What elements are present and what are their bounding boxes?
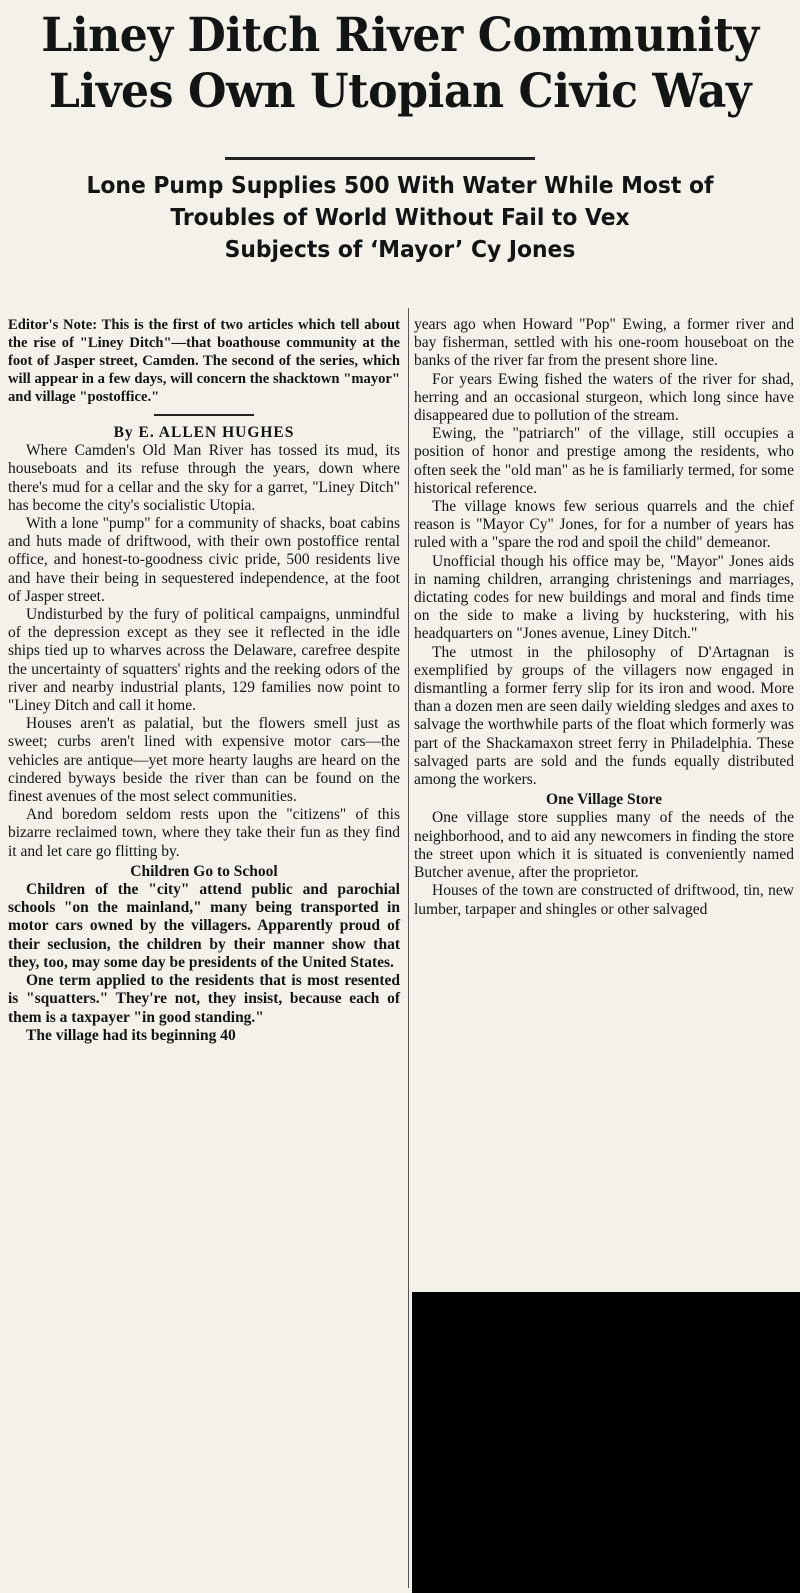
headline-line-1: Liney Ditch River Community (41, 8, 759, 63)
headline (30, 8, 771, 120)
deck-headline (28, 170, 773, 266)
deck-line-2: Troubles of World Without Fail to Vex (170, 205, 630, 231)
paragraph: Unofficial though his office may be, "Mayor" Jones aids in naming children, arranging christenings and marriages, dictating codes for new buildings and moral and finds time on the side to make a living by huckstering, with his headquarters on "Jones avenue, Liney Ditch." (414, 552, 794, 643)
paragraph: And boredom seldom rests upon the "citizens" of this bizarre reclaimed town, where they take their fun as they find it and let care go flitting by. (8, 806, 400, 860)
paragraph: Houses aren't as palatial, but the flowers smell just as sweet; curbs aren't lined with expensive motor cars—the vehicles are antique—yet more hearty laughs are heard on the cindered byways beside the river than can be found on the finest avenues of the most select communities. (8, 715, 400, 806)
right-column (414, 316, 794, 919)
note-rule (154, 414, 254, 416)
paragraph: Undisturbed by the fury of political campaigns, unmindful of the depression except as they see it reflected in the idle ships tied up to wharves across the Delaware, carefree despite the uncertainty of squatters' rights and the reeking odors of the river and nearby industrial plants, 129 families now point to "Liney Ditch and call it home. (8, 606, 400, 715)
paragraph: Where Camden's Old Man River has tossed its mud, its houseboats and its refuse through the years, down where there's mud for a cellar and the sky for a garret, "Liney Ditch" has become the city's socialistic Utopia. (8, 442, 400, 514)
paragraph: For years Ewing fished the waters of the river for shad, herring and an occasional sturgeon, which long since have disappeared due to pollution of the stream. (414, 370, 794, 425)
redacted-block (412, 1292, 800, 1593)
column-divider (408, 308, 409, 1588)
paragraph: years ago when Howard "Pop" Ewing, a former river and bay fisherman, settled with his one-room houseboat on the banks of the river far from the present shore line. (414, 316, 794, 370)
school-section (8, 881, 400, 1045)
byline: By E. ALLEN HUGHES (113, 424, 295, 441)
paragraph: Ewing, the "patriarch" of the village, still occupies a position of honor and prestige among the residents, who often seek the "old man" as he is familiarly termed, for some historical reference. (414, 425, 794, 497)
subhead-store: One Village Store (546, 791, 662, 809)
left-column (8, 316, 400, 1045)
paragraph: The village knows few serious quarrels and the chief reason is "Mayor Cy" Jones, for for a number of years has ruled with a "spare the rod and spoil the child" demeanor. (414, 498, 794, 552)
editors-note: Editor's Note: This is the first of two articles which tell about the rise of "Liney Ditch"—that boathouse community at the foot of Jasper street, Camden. The second of the series, which will appear in a few days, will concern the shacktown "mayor" and village "postoffice." (8, 317, 400, 405)
paragraph: The village had its beginning 40 (26, 1026, 236, 1044)
paragraph: With a lone "pump" for a community of shacks, boat cabins and huts made of driftwood, with their own postoffice rental office, and honest-to-goodness civic pride, 500 residents live and have their being in sequestered independence, at the foot of Jasper street. (8, 515, 400, 605)
subhead-school: Children Go to School (130, 862, 278, 880)
paragraph: The utmost in the philosophy of D'Artagnan is exemplified by groups of the villagers now engaged in dismantling a former ferry slip for its iron and wood. More than a dozen men are seen daily wielding sledges and axes to salvage the worthwhile parts of the float which formerly was part of the Shackamaxon street ferry in Philadelphia. These salvaged parts are sold and the funds equally distributed among the workers. (414, 643, 794, 789)
headline-rule (225, 157, 535, 160)
paragraph: Houses of the town are constructed of driftwood, tin, new lumber, tarpaper and shingles or other salvaged (414, 882, 794, 918)
paragraph: One village store supplies many of the needs of the neighborhood, and to aid any newcomers in finding the store the street upon which it is situated is conveniently named Butcher avenue, after the proprietor. (414, 809, 794, 882)
paragraph: One term applied to the residents that is most resented is "squatters." They're not, they insist, because each of them is a taxpayer "in good standing." (8, 972, 400, 1026)
deck-line-3: Subjects of ‘Mayor’ Cy Jones (224, 237, 576, 263)
paragraph: Children of the "city" attend public and parochial schools "on the mainland," many being transported in motor cars owned by the villagers. Apparently proud of their seclusion, the children by their manner show that they, too, may some day be presidents of the United States. (8, 881, 400, 971)
deck-line-1: Lone Pump Supplies 500 With Water While Most of (86, 173, 714, 199)
headline-line-2: Lives Own Utopian Civic Way (48, 64, 752, 119)
